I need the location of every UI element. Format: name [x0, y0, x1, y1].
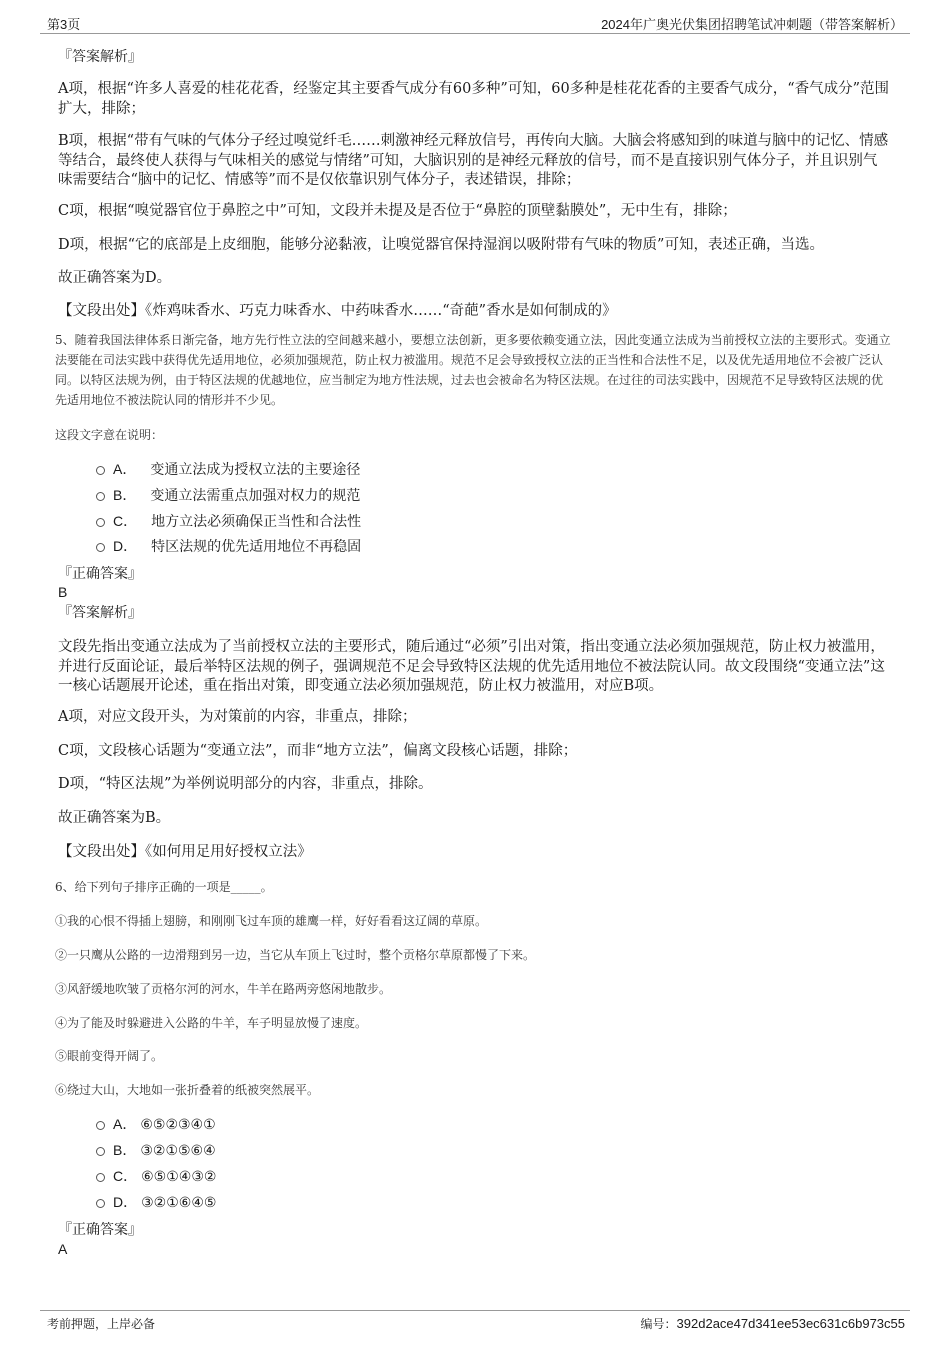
radio-icon[interactable]	[96, 492, 105, 501]
q5-conclusion: 故正确答案为B。	[58, 810, 171, 826]
q4-analysis-b: B项，根据“带有气味的气体分子经过嗅觉纤毛……刺激神经元释放信号，再传向大脑。大脑会将感知到的味道与脑中的记忆、情感等结合，最终使人获得与气味相关的感觉与情绪”可知，大脑识别的是神经元释放的信号，而不是直接识别气体分子，并且识别气味需要结合“脑中的记忆、情感等”而不是仅依靠识别气体分子，表述错误，排除；	[58, 133, 889, 188]
q5-analysis-c: C项，文段核心话题为“变通立法”，而非“地方立法”，偏离文段核心话题，排除；	[58, 743, 578, 759]
q6-sentence-6: ⑥绕过大山，大地如一张折叠着的纸被突然展平。	[55, 1083, 320, 1097]
q5-answer: B	[58, 584, 68, 600]
q4-analysis-label: 『答案解析』	[58, 49, 142, 65]
code-value: 392d2ace47d341ee53ec631c6b973c55	[676, 1316, 905, 1331]
q4-analysis-d: D项，根据“它的底部是上皮细胞，能够分泌黏液，让嗅觉器官保持湿润以吸附带有气味的物质”可知，表述正确，当选。	[58, 237, 824, 253]
page-number: 第3页	[47, 17, 81, 32]
q6-stem: 6、给下列句子排序正确的一项是_____。	[55, 880, 273, 894]
footer-code	[641, 1315, 905, 1332]
radio-icon[interactable]	[96, 466, 105, 475]
q5-prompt: 这段文字意在说明：	[55, 428, 164, 442]
q6-sentence-3: ③风舒缓地吹皱了贡格尔河的河水，牛羊在路两旁悠闲地散步。	[55, 982, 392, 996]
radio-icon[interactable]	[96, 543, 105, 552]
q6-sentence-5: ⑤眼前变得开阔了。	[55, 1049, 164, 1063]
document-title: 2024年广奥光伏集团招聘笔试冲刺题（带答案解析）	[601, 17, 903, 32]
q5-analysis-label: 『答案解析』	[58, 605, 142, 621]
q6-answer-label: 『正确答案』	[58, 1222, 142, 1238]
q5-source: 【文段出处】《如何用足用好授权立法》	[58, 844, 312, 860]
q5-option-b[interactable]: B． 变通立法需重点加强对权力的规范	[96, 485, 360, 505]
page-header	[0, 0, 950, 40]
q5-analysis-main: 文段先指出变通立法成为了当前授权立法的主要形式，随后通过“必须”引出对策，指出变通立法必须加强规范，防止权力被滥用，并进行反面论证，最后举特区法规的例子，强调规范不足会导致特区法规的优先适用地位不被法院认同。故文段围绕“变通立法”这一核心话题展开论述，重在指出对策，即变通立法必须加强规范，防止权力被滥用，对应B项。	[58, 639, 885, 694]
q6-sentence-2: ②一只鹰从公路的一边滑翔到另一边，当它从车顶上飞过时，整个贡格尔草原都慢了下来。	[55, 948, 536, 962]
footer-slogan: 考前押题，上岸必备	[47, 1317, 156, 1331]
q6-answer: A	[58, 1241, 68, 1257]
q5-option-d[interactable]: D． 特区法规的优先适用地位不再稳固	[96, 536, 361, 556]
code-label: 编号：	[640, 1317, 677, 1331]
header-divider	[40, 33, 910, 34]
radio-icon[interactable]	[96, 1147, 105, 1156]
q4-conclusion: 故正确答案为D。	[58, 270, 172, 286]
q4-source: 【文段出处】《炸鸡味香水、巧克力味香水、中药味香水……“奇葩”香水是如何制成的》	[58, 303, 617, 319]
q5-analysis-a: A项，对应文段开头，为对策前的内容，非重点，排除；	[58, 709, 417, 725]
q6-option-d[interactable]: D． ③②①⑥④⑤	[96, 1192, 216, 1212]
q6-option-b[interactable]: B． ③②①⑤⑥④	[96, 1140, 216, 1160]
radio-icon[interactable]	[96, 518, 105, 527]
q4-analysis-a: A项，根据“许多人喜爱的桂花花香，经鉴定其主要香气成分有60多种”可知，60多种是桂花花香的主要香气成分，“香气成分”范围扩大，排除；	[58, 81, 890, 117]
q4-analysis-c: C项，根据“嗅觉器官位于鼻腔之中”可知，文段并未提及是否位于“鼻腔的顶壁黏膜处”，无中生有，排除；	[58, 203, 737, 219]
q6-option-c[interactable]: C． ⑥⑤①④③②	[96, 1166, 216, 1186]
q5-analysis-d: D项，“特区法规”为举例说明部分的内容，非重点，排除。	[58, 776, 433, 792]
q6-sentence-1: ①我的心恨不得插上翅膀，和刚刚飞过车顶的雄鹰一样，好好看看这辽阔的草原。	[55, 914, 488, 928]
radio-icon[interactable]	[96, 1199, 105, 1208]
q6-option-a[interactable]: A． ⑥⑤②③④①	[96, 1114, 216, 1134]
q5-option-a[interactable]: A． 变通立法成为授权立法的主要途径	[96, 459, 360, 479]
q5-answer-label: 『正确答案』	[58, 566, 142, 582]
q5-option-c[interactable]: C． 地方立法必须确保正当性和合法性	[96, 511, 361, 531]
footer-divider	[40, 1310, 910, 1311]
radio-icon[interactable]	[96, 1173, 105, 1182]
q5-stem: 5、随着我国法律体系日渐完备，地方先行性立法的空间越来越小，要想立法创新，更多要依赖变通立法，因此变通立法成为当前授权立法的主要形式。变通立法要能在司法实践中获得优先适用地位，必须加强规范，防止权力被滥用。规范不足会导致授权立法的正当性和合法性不足，以及优先适用地位不会被广泛认同。以特区法规为例，由于特区法规的优越地位，应当制定为地方性法规，过去也会被命名为特区法规。在过往的司法实践中，因规范不足导致特区法规的优先适用地位不被法院认同的情形并不少见。	[55, 333, 891, 407]
radio-icon[interactable]	[96, 1121, 105, 1130]
q6-sentence-4: ④为了能及时躲避进入公路的牛羊，车子明显放慢了速度。	[55, 1016, 368, 1030]
